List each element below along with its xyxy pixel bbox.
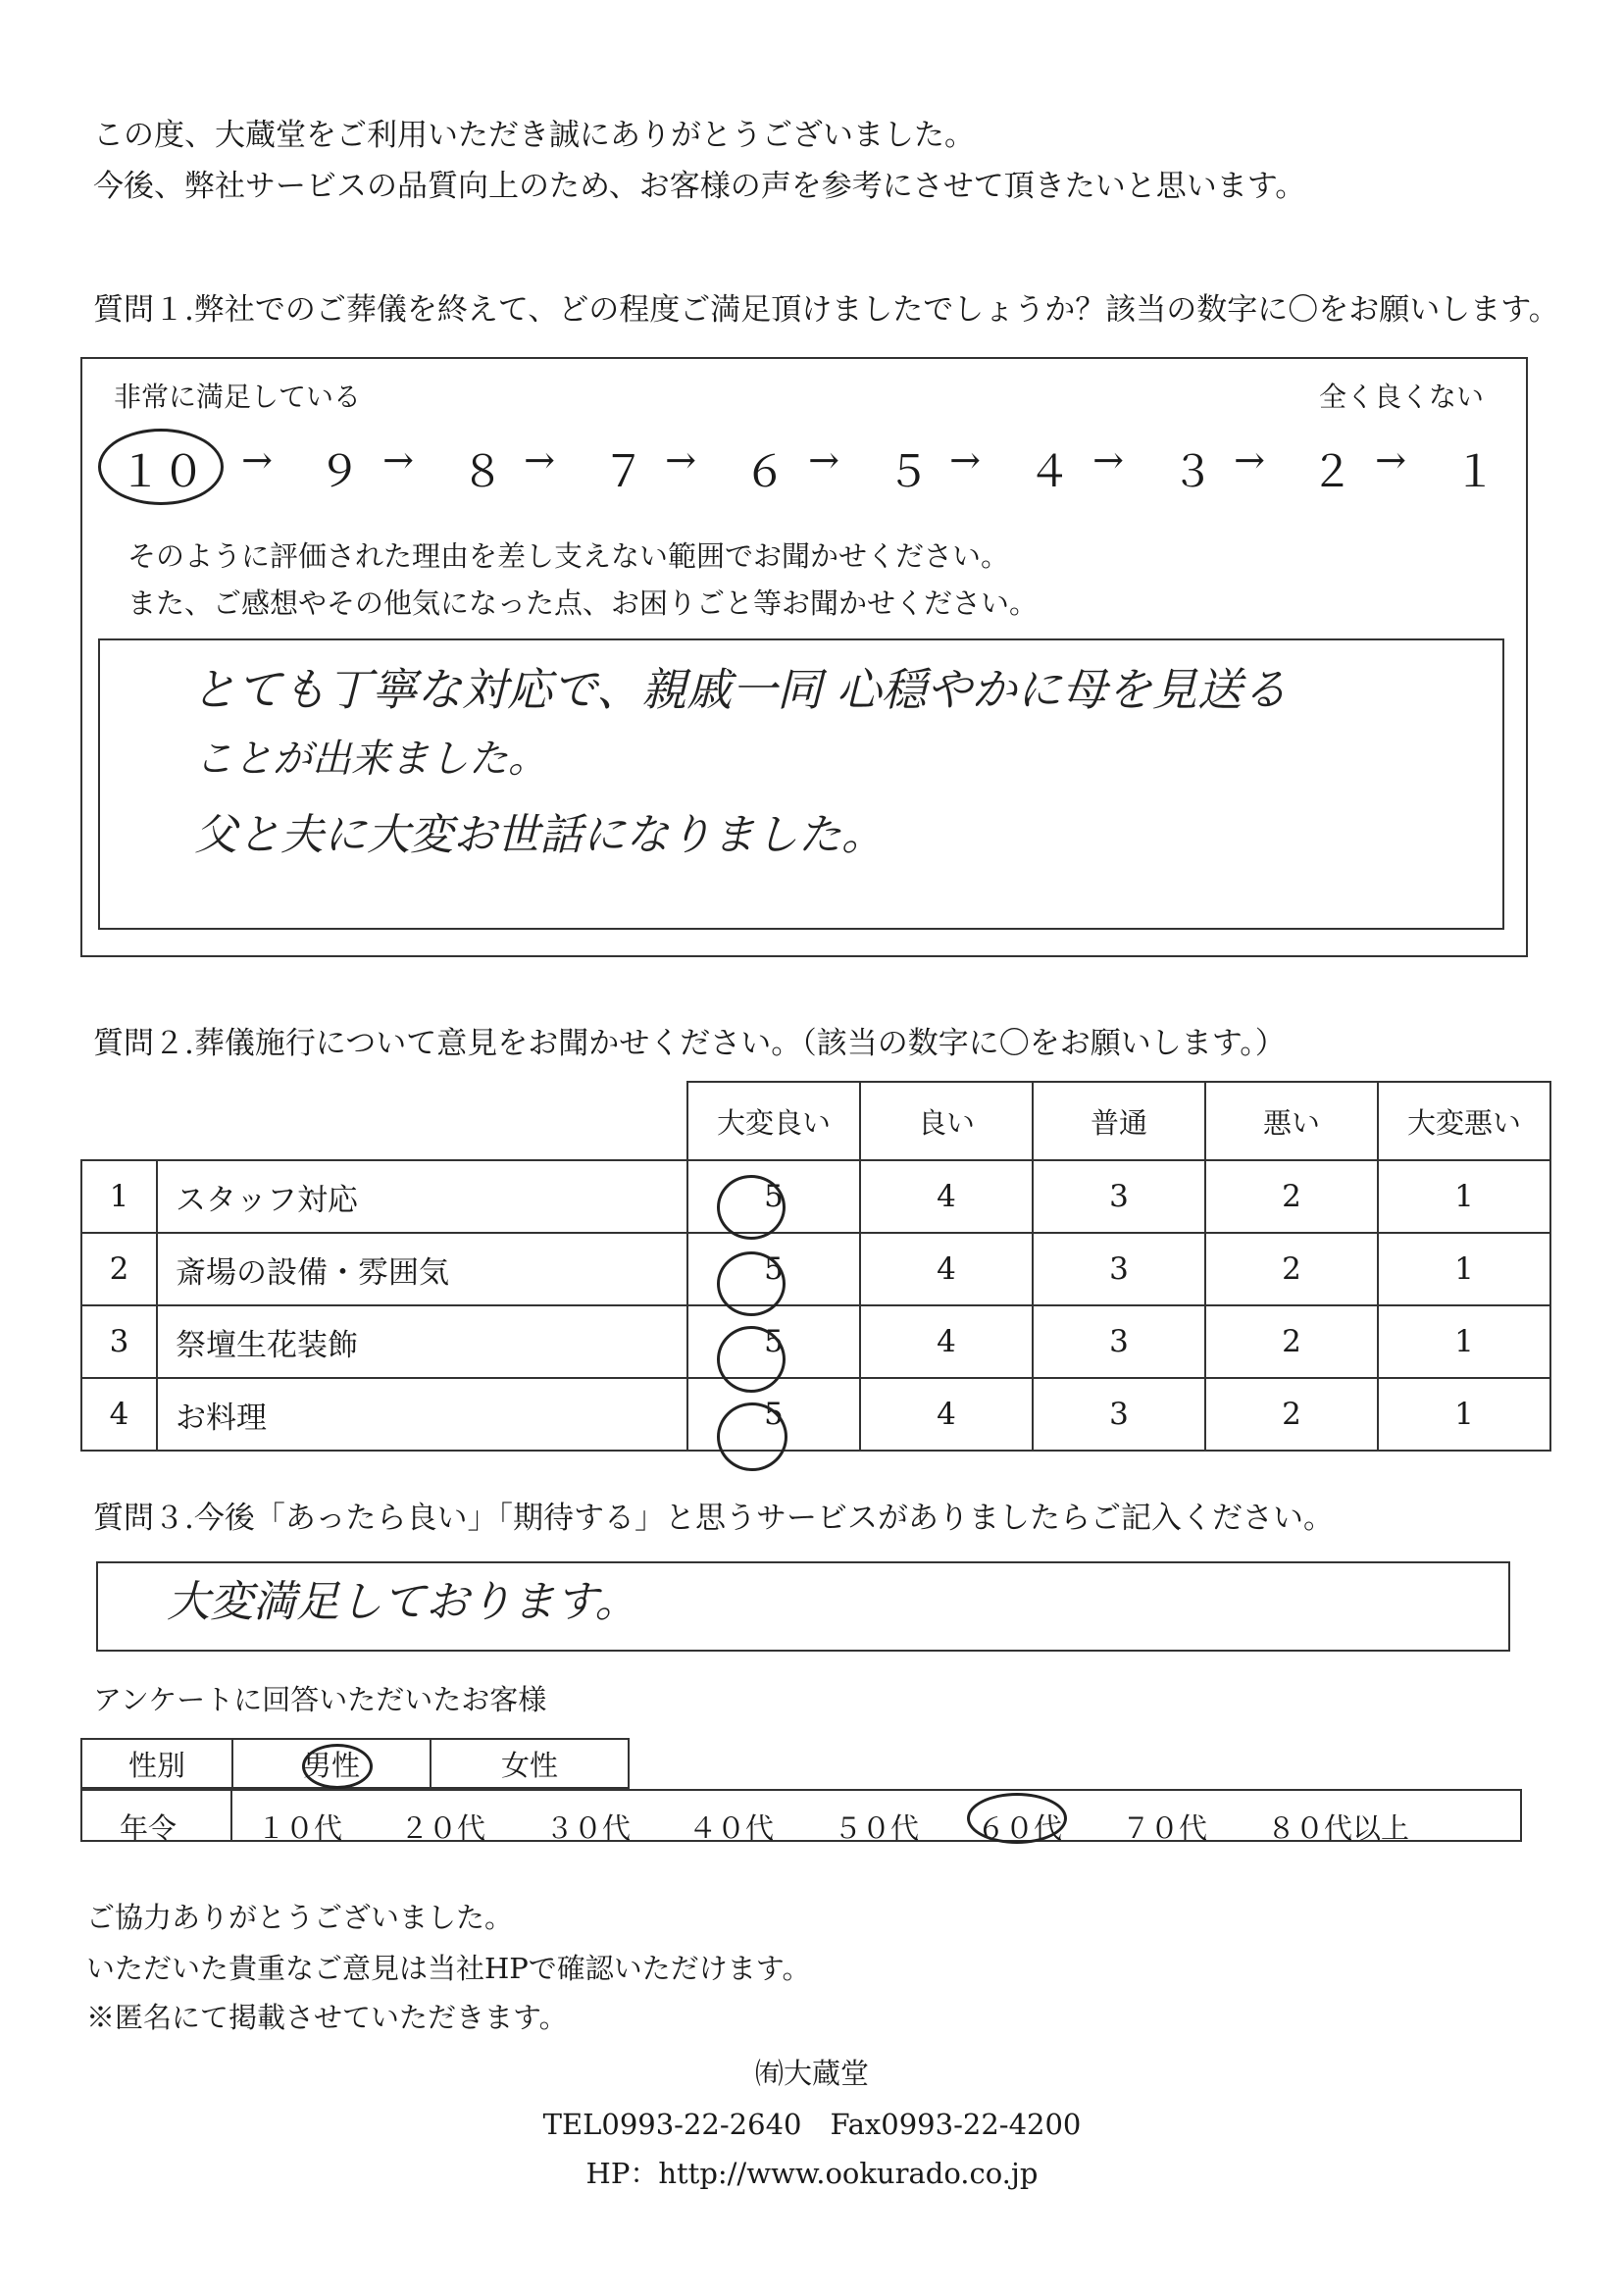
selection-circle	[302, 1744, 373, 1789]
q2-header: 大変良い	[687, 1082, 860, 1160]
q2-header: 普通	[1033, 1082, 1205, 1160]
q1-answer-line-3: 父と夫に大変お世話になりました。	[194, 810, 885, 860]
row-number: 1	[81, 1160, 157, 1233]
q3-answer: 大変満足しております。	[167, 1577, 638, 1627]
gender-option-female[interactable]: 女性	[431, 1739, 629, 1788]
intro-line-1: この度、大蔵堂をご利用いただき誠にありがとうございました。	[93, 118, 975, 153]
rating-option[interactable]: 5	[687, 1378, 860, 1451]
arrow-icon: →	[241, 438, 273, 482]
rating-option[interactable]: 5	[687, 1233, 860, 1305]
selection-circle	[717, 1175, 786, 1240]
age-option[interactable]: ３０代	[545, 1811, 632, 1845]
respondent-title: アンケートに回答いただいたお客様	[93, 1683, 547, 1716]
q3-question: 質問３.今後「あったら良い」「期待する」と思うサービスがありましたらご記入ください。	[93, 1501, 1335, 1536]
age-option[interactable]: １０代	[257, 1811, 343, 1845]
rating-option[interactable]: 2	[1205, 1305, 1378, 1378]
selection-circle	[717, 1402, 787, 1471]
closing-line-1: ご協力ありがとうございました。	[86, 1901, 514, 1934]
row-item: お料理	[157, 1378, 687, 1451]
scale-option[interactable]: ２	[1310, 447, 1353, 497]
selection-circle	[98, 429, 224, 505]
rating-option[interactable]: 2	[1205, 1160, 1378, 1233]
arrow-icon: →	[1375, 438, 1406, 482]
scale-option[interactable]: １０	[119, 447, 205, 497]
company-hp[interactable]: HP：http://www.ookurado.co.jp	[585, 2157, 1039, 2190]
age-option[interactable]: ５０代	[834, 1811, 920, 1845]
gender-label: 性別	[81, 1739, 232, 1788]
row-number: 3	[81, 1305, 157, 1378]
arrow-icon: →	[808, 438, 839, 482]
age-divider	[230, 1789, 232, 1840]
rating-option[interactable]: 5	[687, 1305, 860, 1378]
scale-option[interactable]: ６	[743, 447, 787, 497]
rating-option[interactable]: 3	[1033, 1378, 1205, 1451]
rating-option[interactable]: 4	[860, 1305, 1033, 1378]
rating-option[interactable]: 4	[860, 1378, 1033, 1451]
row-number: 2	[81, 1233, 157, 1305]
selection-circle	[717, 1251, 786, 1316]
rating-option[interactable]: 3	[1033, 1233, 1205, 1305]
q1-prompt-1: そのように評価された理由を差し支えない範囲でお聞かせください。	[127, 539, 1010, 573]
rating-option[interactable]: 5	[687, 1160, 860, 1233]
q2-table	[80, 1081, 1551, 1452]
company-name: ㈲大蔵堂	[754, 2057, 869, 2090]
q1-answer-line-1: とても丁寧な対応で、親戚一同 心穏やかに母を見送る	[191, 663, 1288, 716]
table-row	[81, 1233, 1550, 1305]
rating-option[interactable]: 1	[1378, 1233, 1550, 1305]
age-option[interactable]: ６０代	[977, 1811, 1063, 1845]
rating-option[interactable]: 3	[1033, 1305, 1205, 1378]
scale-option[interactable]: ４	[1028, 447, 1071, 497]
rating-option[interactable]: 1	[1378, 1160, 1550, 1233]
q2-header: 大変悪い	[1378, 1082, 1550, 1160]
arrow-icon: →	[382, 438, 414, 482]
age-option[interactable]: ７０代	[1122, 1811, 1208, 1845]
arrow-icon: →	[1092, 438, 1124, 482]
selection-circle	[967, 1793, 1067, 1844]
arrow-icon: →	[1234, 438, 1265, 482]
scale-option[interactable]: ３	[1171, 447, 1214, 497]
row-item: 祭壇生花装飾	[157, 1305, 687, 1378]
scale-option[interactable]: ５	[887, 447, 930, 497]
q1-scale	[104, 436, 1497, 505]
rating-option[interactable]: 3	[1033, 1160, 1205, 1233]
arrow-icon: →	[949, 438, 981, 482]
scale-option[interactable]: ９	[318, 447, 361, 497]
q2-header-row	[81, 1082, 1550, 1160]
table-row	[81, 1378, 1550, 1451]
row-item: スタッフ対応	[157, 1160, 687, 1233]
row-item: 斎場の設備・雰囲気	[157, 1233, 687, 1305]
rating-option[interactable]: 1	[1378, 1378, 1550, 1451]
arrow-icon: →	[665, 438, 696, 482]
age-option[interactable]: ８０代以上	[1267, 1811, 1410, 1845]
age-label: 年令	[120, 1811, 178, 1845]
rating-option[interactable]: 4	[860, 1160, 1033, 1233]
arrow-icon: →	[524, 438, 555, 482]
q1-prompt-2: また、ご感想やその他気になった点、お困りごと等お聞かせください。	[127, 586, 1039, 620]
row-number: 4	[81, 1378, 157, 1451]
q1-question: 質問１.弊社でのご葬儀を終えて、どの程度ご満足頂けましたでしょうか？該当の数字に〇をお願いします。	[93, 292, 1559, 328]
table-row	[81, 1305, 1550, 1378]
closing-line-3: ※匿名にて掲載させていただきます。	[86, 2001, 568, 2034]
age-option[interactable]: ４０代	[688, 1811, 775, 1845]
q2-question: 質問２.葬儀施行について意見をお聞かせください。（該当の数字に〇をお願いします。）	[93, 1026, 1286, 1061]
rating-option[interactable]: 1	[1378, 1305, 1550, 1378]
intro-line-2: 今後、弊社サービスの品質向上のため、お客様の声を参考にさせて頂きたいと思います。	[93, 169, 1306, 204]
scale-option[interactable]: １	[1453, 447, 1497, 497]
selection-circle	[717, 1326, 786, 1393]
closing-line-2: いただいた貴重なご意見は当社HPで確認いただけます。	[86, 1952, 811, 1985]
q1-label-low: 全く良くない	[1319, 381, 1485, 413]
scale-option[interactable]: ７	[602, 447, 645, 497]
rating-option[interactable]: 4	[860, 1233, 1033, 1305]
q2-header: 悪い	[1205, 1082, 1378, 1160]
q2-header-blank	[81, 1082, 687, 1160]
scale-option[interactable]: ８	[461, 447, 504, 497]
table-row	[81, 1160, 1550, 1233]
gender-option-male[interactable]: 男性	[232, 1739, 431, 1788]
q1-label-high: 非常に満足している	[114, 381, 362, 413]
rating-option[interactable]: 2	[1205, 1378, 1378, 1451]
rating-option[interactable]: 2	[1205, 1233, 1378, 1305]
company-tel-fax: TEL0993-22-2640 Fax0993-22-4200	[542, 2108, 1082, 2141]
age-option[interactable]: ２０代	[400, 1811, 486, 1845]
q1-answer-line-2: ことが出来ました。	[194, 737, 547, 782]
q2-header: 良い	[860, 1082, 1033, 1160]
